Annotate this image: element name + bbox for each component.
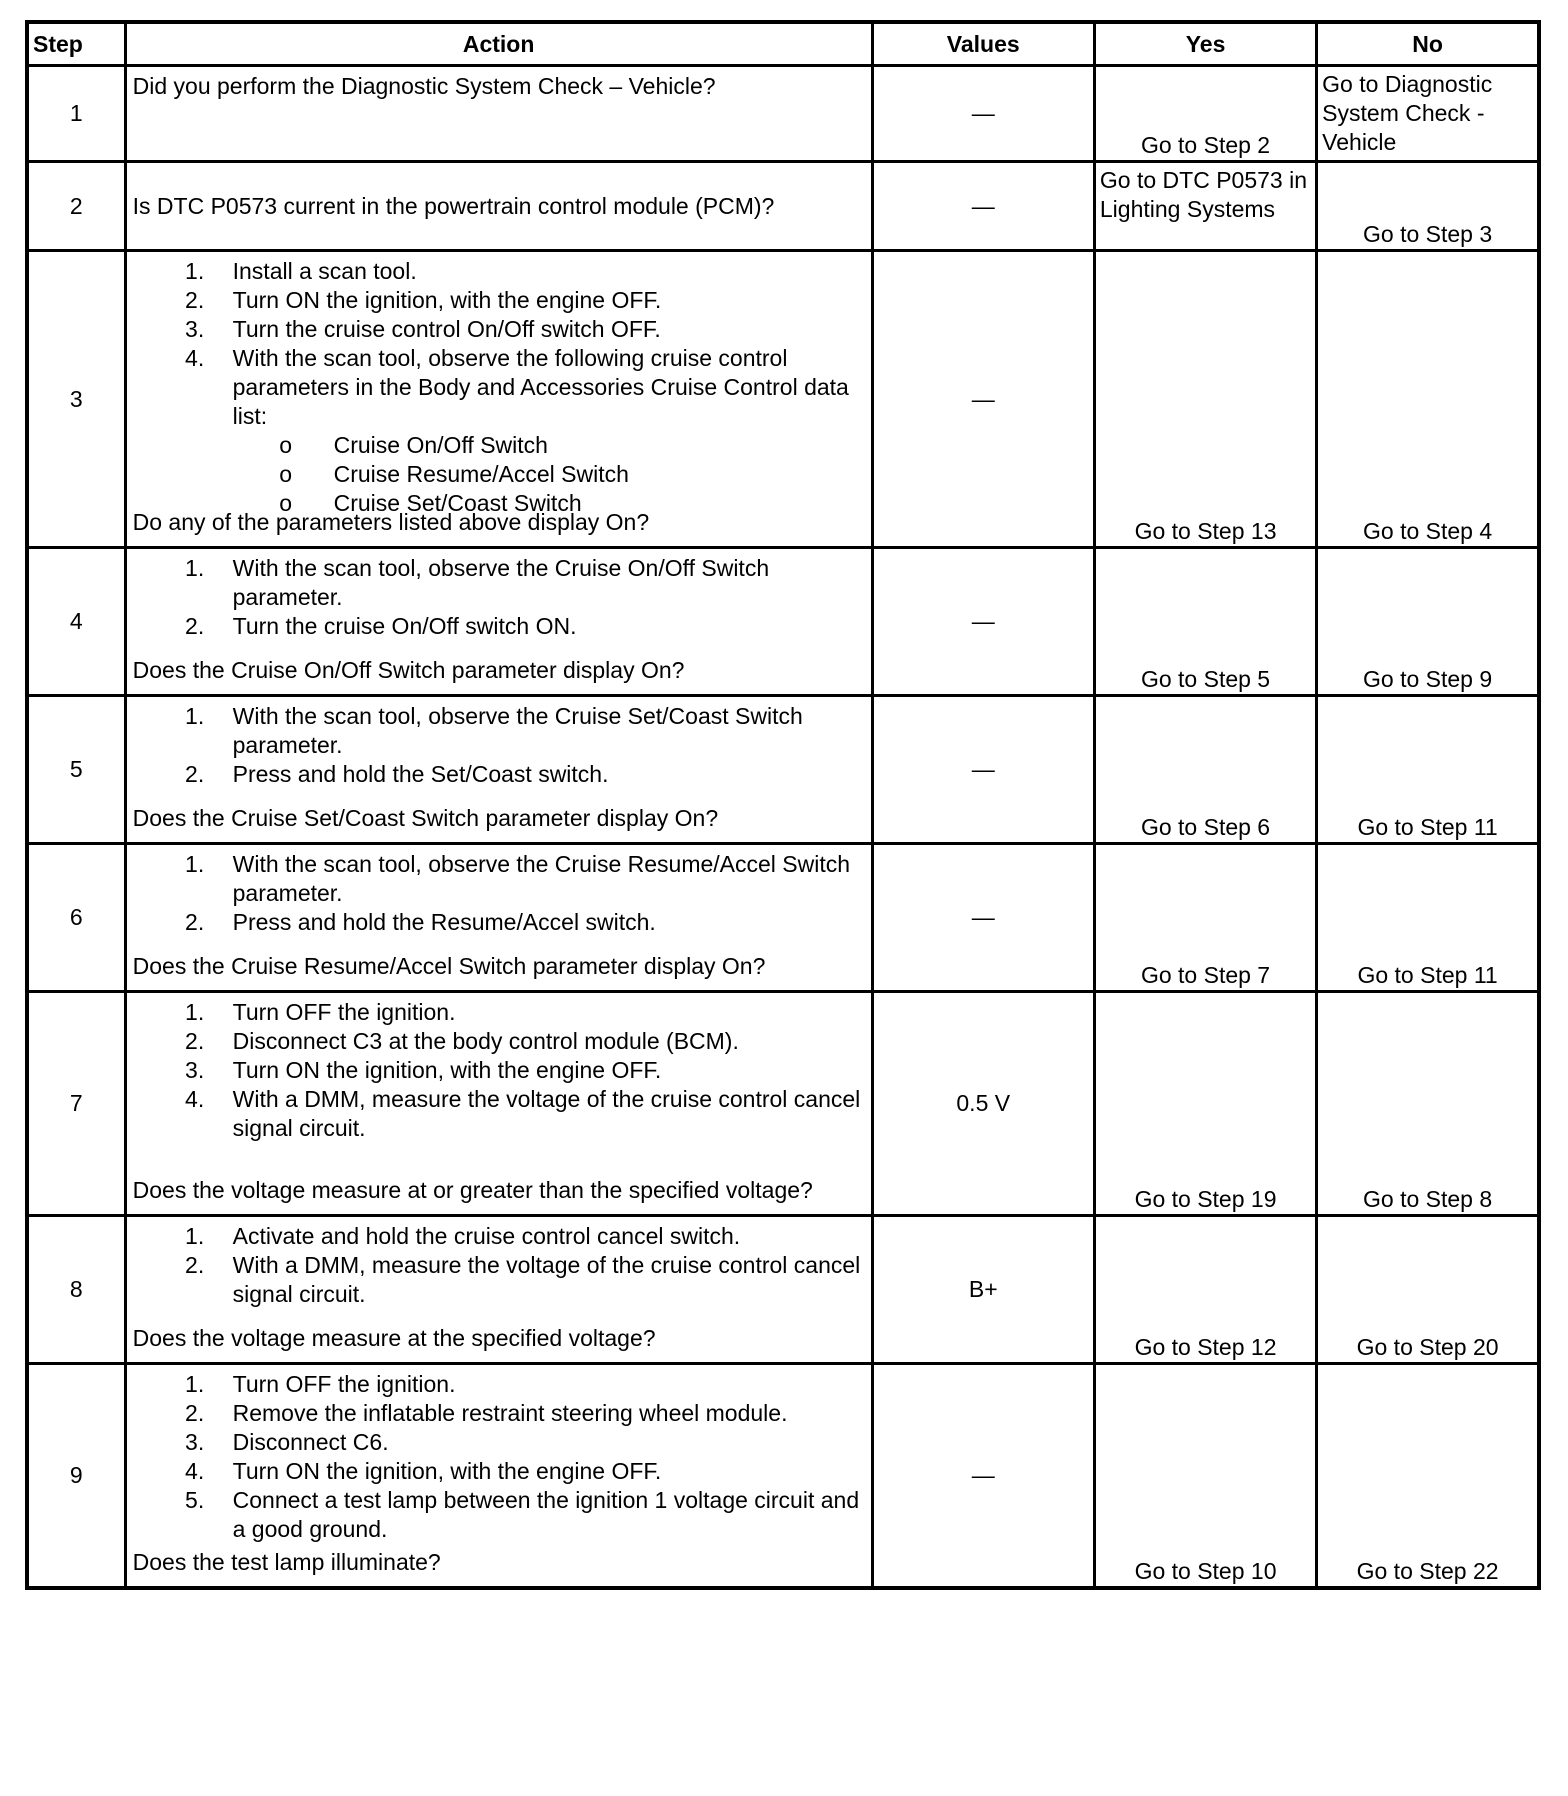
action-step: [127, 1222, 871, 1251]
action-step: [127, 1428, 871, 1457]
parameter-text: Cruise Set/Coast Switch: [333, 490, 582, 516]
step-number: 2: [27, 162, 125, 251]
value-cell: —: [872, 548, 1094, 696]
parameter-item: [233, 460, 871, 489]
yes-cell: Go to Step 12: [1094, 1216, 1316, 1364]
action-step: [127, 998, 871, 1027]
step-text: With the scan tool, observe the Cruise On/Off Switch parameter.: [232, 555, 770, 610]
action-step: [127, 1056, 871, 1085]
action-question: Did you perform the Diagnostic System Check – Vehicle?: [132, 73, 716, 99]
bullet-icon: o: [279, 432, 293, 458]
table-row: [27, 1364, 1539, 1589]
action-step: [127, 1027, 871, 1056]
header-action: Action: [125, 22, 872, 66]
action-steps: [127, 549, 871, 641]
step-index: 4.: [185, 1458, 205, 1484]
step-text: Connect a test lamp between the ignition 1 voltage circuit and a good ground.: [232, 1487, 860, 1542]
step-text: Press and hold the Resume/Accel switch.: [232, 909, 656, 935]
no-cell: Go to Step 8: [1317, 992, 1539, 1216]
action-step: [127, 257, 871, 286]
no-cell: Go to Step 20: [1317, 1216, 1539, 1364]
step-text: Turn the cruise control On/Off switch OFF.: [232, 316, 661, 342]
action-step: [127, 1085, 871, 1143]
step-text: With the scan tool, observe the Cruise Set/Coast Switch parameter.: [232, 703, 803, 758]
step-text: Turn ON the ignition, with the engine OFF.: [232, 287, 662, 313]
table-row: [27, 66, 1539, 162]
value-cell: —: [872, 251, 1094, 548]
action-steps: [127, 252, 871, 518]
step-index: 3.: [185, 1429, 205, 1455]
action-step: [127, 554, 871, 612]
step-index: 1.: [185, 1223, 205, 1249]
step-number: 3: [27, 251, 125, 548]
step-number: 1: [27, 66, 125, 162]
bullet-icon: o: [279, 461, 293, 487]
step-index: 4.: [185, 345, 205, 371]
step-index: 4.: [185, 1086, 205, 1112]
action-question: Is DTC P0573 current in the powertrain control module (PCM)?: [132, 192, 775, 219]
yes-cell: Go to DTC P0573 in Lighting Systems: [1094, 162, 1316, 251]
step-text: With a DMM, measure the voltage of the cruise control cancel signal circuit.: [232, 1252, 861, 1307]
no-cell: Go to Step 11: [1317, 844, 1539, 992]
action-step: [127, 1399, 871, 1428]
action-cell: [125, 162, 872, 251]
action-steps: [127, 1365, 871, 1544]
table-row: [27, 1216, 1539, 1364]
step-index: 1.: [185, 1371, 205, 1397]
action-steps: [127, 697, 871, 789]
step-text: Turn the cruise On/Off switch ON.: [232, 613, 577, 639]
action-step: [127, 1370, 871, 1399]
no-cell: Go to Diagnostic System Check - Vehicle: [1317, 66, 1539, 162]
step-text: Turn ON the ignition, with the engine OFF.: [232, 1057, 662, 1083]
step-index: 1.: [185, 555, 205, 581]
parameter-text: Cruise On/Off Switch: [333, 432, 548, 458]
value-cell: —: [872, 696, 1094, 844]
action-step: [127, 760, 871, 789]
step-index: 2.: [185, 1028, 205, 1054]
action-step: [127, 1457, 871, 1486]
action-step: [127, 612, 871, 641]
action-step: [127, 908, 871, 937]
no-cell: Go to Step 22: [1317, 1364, 1539, 1589]
action-question: Does the Cruise Resume/Accel Switch parameter display On?: [132, 953, 766, 979]
table-row: [27, 251, 1539, 548]
action-question: Does the voltage measure at the specified voltage?: [132, 1325, 656, 1351]
action-cell: [125, 1364, 872, 1589]
action-steps: [127, 845, 871, 937]
action-cell: [125, 844, 872, 992]
parameter-text: Cruise Resume/Accel Switch: [333, 461, 629, 487]
table-row: [27, 844, 1539, 992]
value-cell: B+: [872, 1216, 1094, 1364]
value-cell: 0.5 V: [872, 992, 1094, 1216]
action-steps: [127, 993, 871, 1143]
action-question: Does the voltage measure at or greater than the specified voltage?: [132, 1177, 813, 1203]
step-index: 5.: [185, 1487, 205, 1513]
table-row: [27, 548, 1539, 696]
step-index: 3.: [185, 316, 205, 342]
diagnostic-table: [25, 20, 1541, 1590]
action-question: Do any of the parameters listed above display On?: [132, 509, 650, 535]
action-cell: [125, 251, 872, 548]
yes-cell: Go to Step 5: [1094, 548, 1316, 696]
step-text: With a DMM, measure the voltage of the cruise control cancel signal circuit.: [232, 1086, 861, 1141]
step-index: 2.: [185, 909, 205, 935]
header-yes: Yes: [1094, 22, 1316, 66]
yes-cell: Go to Step 6: [1094, 696, 1316, 844]
step-text: Disconnect C3 at the body control module (BCM).: [232, 1028, 739, 1054]
action-question: Does the test lamp illuminate?: [132, 1549, 441, 1575]
step-text: Activate and hold the cruise control cancel switch.: [232, 1223, 741, 1249]
table-row: [27, 992, 1539, 1216]
step-number: 8: [27, 1216, 125, 1364]
step-text: Press and hold the Set/Coast switch.: [232, 761, 609, 787]
header-row: [27, 22, 1539, 66]
value-cell: —: [872, 1364, 1094, 1589]
step-index: 3.: [185, 1057, 205, 1083]
action-cell: [125, 696, 872, 844]
parameter-list: [233, 431, 871, 518]
no-cell: Go to Step 11: [1317, 696, 1539, 844]
step-text: Disconnect C6.: [232, 1429, 389, 1455]
step-index: 2.: [185, 287, 205, 313]
step-index: 1.: [185, 851, 205, 877]
action-cell: [125, 1216, 872, 1364]
table-row: [27, 696, 1539, 844]
yes-cell: Go to Step 13: [1094, 251, 1316, 548]
value-cell: —: [872, 66, 1094, 162]
action-step: [127, 1251, 871, 1309]
yes-cell: Go to Step 10: [1094, 1364, 1316, 1589]
value-cell: —: [872, 162, 1094, 251]
no-cell: Go to Step 9: [1317, 548, 1539, 696]
action-question: Does the Cruise Set/Coast Switch parameter display On?: [132, 805, 719, 831]
action-steps: [127, 1217, 871, 1309]
yes-cell: Go to Step 19: [1094, 992, 1316, 1216]
no-cell: Go to Step 3: [1317, 162, 1539, 251]
step-text: Turn OFF the ignition.: [232, 999, 456, 1025]
action-step: [127, 850, 871, 908]
action-step: [127, 286, 871, 315]
step-index: 1.: [185, 258, 205, 284]
bullet-icon: o: [279, 490, 293, 516]
step-text: Turn OFF the ignition.: [232, 1371, 456, 1397]
action-cell: [125, 66, 872, 162]
step-index: 1.: [185, 999, 205, 1025]
step-index: 1.: [185, 703, 205, 729]
step-index: 2.: [185, 613, 205, 639]
step-number: 4: [27, 548, 125, 696]
value-cell: —: [872, 844, 1094, 992]
step-text: Install a scan tool.: [232, 258, 417, 284]
yes-cell: Go to Step 2: [1094, 66, 1316, 162]
step-number: 5: [27, 696, 125, 844]
action-question: Does the Cruise On/Off Switch parameter display On?: [132, 657, 685, 683]
step-number: 6: [27, 844, 125, 992]
action-cell: [125, 548, 872, 696]
step-number: 9: [27, 1364, 125, 1589]
action-step: [127, 702, 871, 760]
header-values: Values: [872, 22, 1094, 66]
step-index: 2.: [185, 1252, 205, 1278]
parameter-item: [233, 431, 871, 460]
step-text: With the scan tool, observe the Cruise Resume/Accel Switch parameter.: [232, 851, 851, 906]
step-text: Remove the inflatable restraint steering wheel module.: [232, 1400, 788, 1426]
action-step: [127, 1486, 871, 1544]
table-row: [27, 162, 1539, 251]
action-step: [127, 315, 871, 344]
step-index: 2.: [185, 1400, 205, 1426]
step-number: 7: [27, 992, 125, 1216]
action-step: [127, 344, 871, 518]
header-step: Step: [27, 22, 125, 66]
yes-cell: Go to Step 7: [1094, 844, 1316, 992]
action-cell: [125, 992, 872, 1216]
no-cell: Go to Step 4: [1317, 251, 1539, 548]
step-text: Turn ON the ignition, with the engine OFF.: [232, 1458, 662, 1484]
step-index: 2.: [185, 761, 205, 787]
header-no: No: [1317, 22, 1539, 66]
step-text: With the scan tool, observe the following cruise control parameters in the Body and Accessories Cruise Control data list:: [232, 345, 849, 429]
